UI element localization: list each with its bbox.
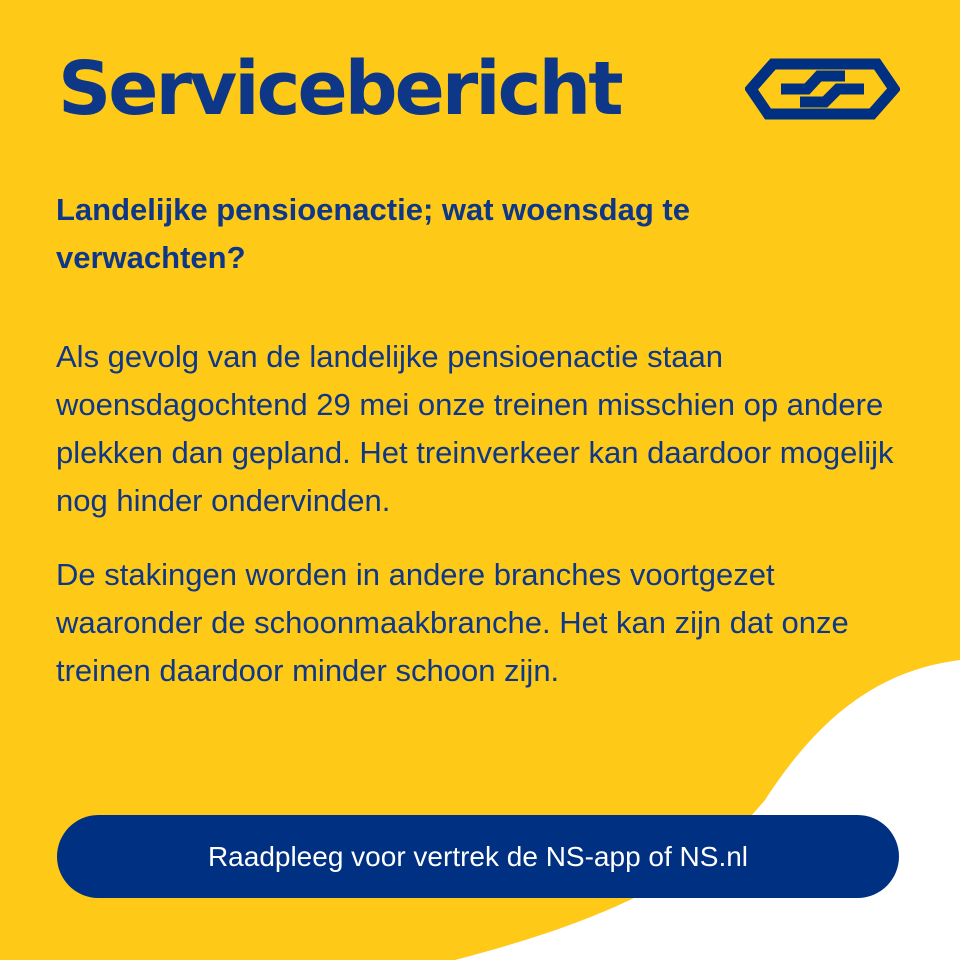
body-paragraph-1: Als gevolg van de landelijke pensioenactie staan woensdagochtend 29 mei onze treinen misschien op andere plekken dan gepland. Het treinverkeer kan daardoor mogelijk nog hinder ondervinden. xyxy=(56,339,894,518)
cta-button-label: Raadpleeg voor vertrek de NS-app of NS.nl xyxy=(207,840,749,872)
page-title: Servicebericht xyxy=(58,46,621,132)
body-paragraph-2: De stakingen worden in andere branches voortgezet waaronder de schoonmaakbranche. Het kan zijn dat onze treinen daardoor minder schoon zijn. xyxy=(56,557,849,688)
ns-logo-icon xyxy=(745,58,900,120)
headline: Landelijke pensioenactie; wat woensdag te verwachten? xyxy=(56,192,690,275)
cta-button[interactable] xyxy=(57,815,899,898)
